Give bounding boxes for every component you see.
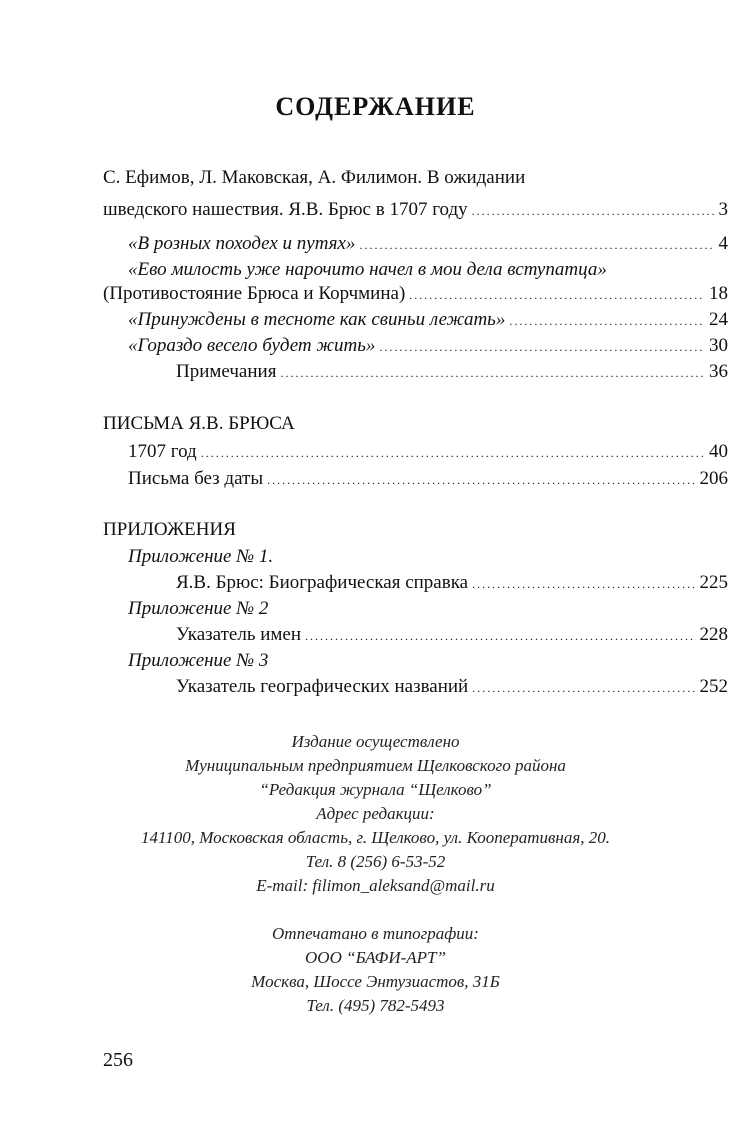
leader-dots (201, 441, 705, 465)
toc-entry-title: Письма без даты (128, 468, 264, 489)
imprint-line: ООО “БАФИ-АРТ” (305, 948, 446, 967)
leader-dots (359, 233, 714, 257)
leader-dots (409, 283, 705, 307)
leader-dots (472, 676, 695, 700)
toc-entry-title: Я.В. Брюс: Биографическая справка (176, 572, 469, 593)
toc-page-number: 225 (699, 572, 728, 593)
publisher-imprint (0, 730, 751, 898)
imprint-line: “Редакция журнала “Щелково” (259, 780, 492, 799)
toc-entry[interactable] (128, 440, 728, 465)
toc-entry-title: 1707 год (128, 441, 197, 462)
toc-entry[interactable] (176, 623, 728, 648)
toc-page-number: 40 (709, 441, 728, 462)
leader-dots (472, 199, 715, 223)
toc-entry[interactable] (128, 308, 728, 333)
appendix-label: Приложение № 3 (128, 650, 269, 671)
toc-page-number: 4 (718, 233, 728, 254)
toc-entry-title: Указатель имен (176, 624, 302, 645)
section-heading-appendices: ПРИЛОЖЕНИЯ (103, 519, 236, 540)
toc-page-number: 252 (699, 676, 728, 697)
toc-page-number: 36 (709, 361, 728, 382)
toc-entry-title-line: «Ево милость уже нарочито начел в мои дела вступатца» (128, 259, 607, 280)
imprint-line: Тел. 8 (256) 6-53-52 (305, 852, 446, 871)
imprint-line: Муниципальным предприятием Щелковского района (185, 756, 566, 775)
toc-entry[interactable] (176, 360, 728, 385)
toc-page-number: 206 (699, 468, 728, 489)
toc-entry[interactable] (103, 282, 728, 307)
printer-imprint (0, 922, 751, 1018)
imprint-line: Москва, Шоссе Энтузиастов, 31Б (251, 972, 500, 991)
toc-entry-title: Указатель географических названий (176, 676, 469, 697)
section-heading-letters: ПИСЬМА Я.В. БРЮСА (103, 413, 295, 434)
appendix-label: Приложение № 2 (128, 598, 269, 619)
toc-entry[interactable] (176, 571, 728, 596)
leader-dots (472, 572, 695, 596)
toc-entry-title: (Противостояние Брюса и Корчмина) (103, 283, 406, 304)
imprint-line: Отпечатано в типографии: (272, 924, 479, 943)
toc-entry[interactable] (128, 334, 728, 359)
toc-page-number: 228 (699, 624, 728, 645)
appendix-label: Приложение № 1. (128, 546, 274, 567)
toc-page-number: 18 (709, 283, 728, 304)
toc-entry-title: «Принуждены в тесноте как свиньи лежать» (128, 309, 506, 330)
toc-page-number: 30 (709, 335, 728, 356)
toc-entry[interactable] (128, 232, 728, 257)
imprint-line: Тел. (495) 782-5493 (306, 996, 445, 1015)
toc-page-number: 24 (709, 309, 728, 330)
toc-entry[interactable] (128, 467, 728, 492)
imprint-line: Издание осуществлено (291, 732, 460, 751)
imprint-email: E-mail: filimon_aleksand@mail.ru (256, 876, 495, 895)
toc-entry-title: Примечания (176, 361, 277, 382)
imprint-line: Адрес редакции: (316, 804, 435, 823)
toc-entry-title: шведского нашествия. Я.В. Брюс в 1707 году (103, 199, 468, 220)
imprint-line: 141100, Московская область, г. Щелково, ул. Кооперативная, 20. (140, 828, 611, 847)
toc-page-number: 3 (718, 199, 728, 220)
leader-dots (267, 468, 695, 492)
leader-dots (379, 335, 705, 359)
toc-entry-title: «Гораздо весело будет жить» (128, 335, 376, 356)
page-title: СОДЕРЖАНИЕ (275, 92, 476, 121)
page-number: 256 (103, 1049, 133, 1071)
toc-entry[interactable] (176, 675, 728, 700)
leader-dots (305, 624, 695, 648)
leader-dots (509, 309, 705, 333)
toc-entry-title: «В розных походех и путях» (128, 233, 356, 254)
essay-authors-line: С. Ефимов, Л. Маковская, А. Филимон. В ожидании (103, 167, 526, 188)
leader-dots (280, 361, 705, 385)
toc-entry-essay[interactable] (103, 198, 728, 223)
